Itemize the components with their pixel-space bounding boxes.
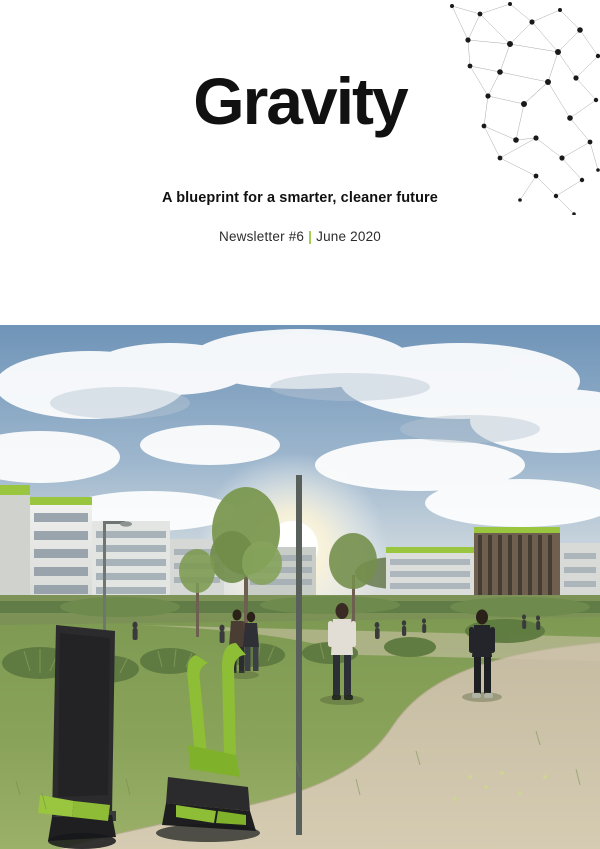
issue-line	[0, 229, 600, 244]
issue-separator: |	[308, 229, 313, 244]
masthead	[0, 0, 600, 325]
issue-date: June 2020	[316, 229, 381, 244]
campus-parkland-render	[0, 325, 600, 849]
page-title: Gravity	[193, 64, 407, 138]
tagline: A blueprint for a smarter, cleaner future	[162, 190, 438, 206]
issue-number: Newsletter #6	[219, 229, 305, 244]
lamp-post-center	[296, 475, 302, 835]
